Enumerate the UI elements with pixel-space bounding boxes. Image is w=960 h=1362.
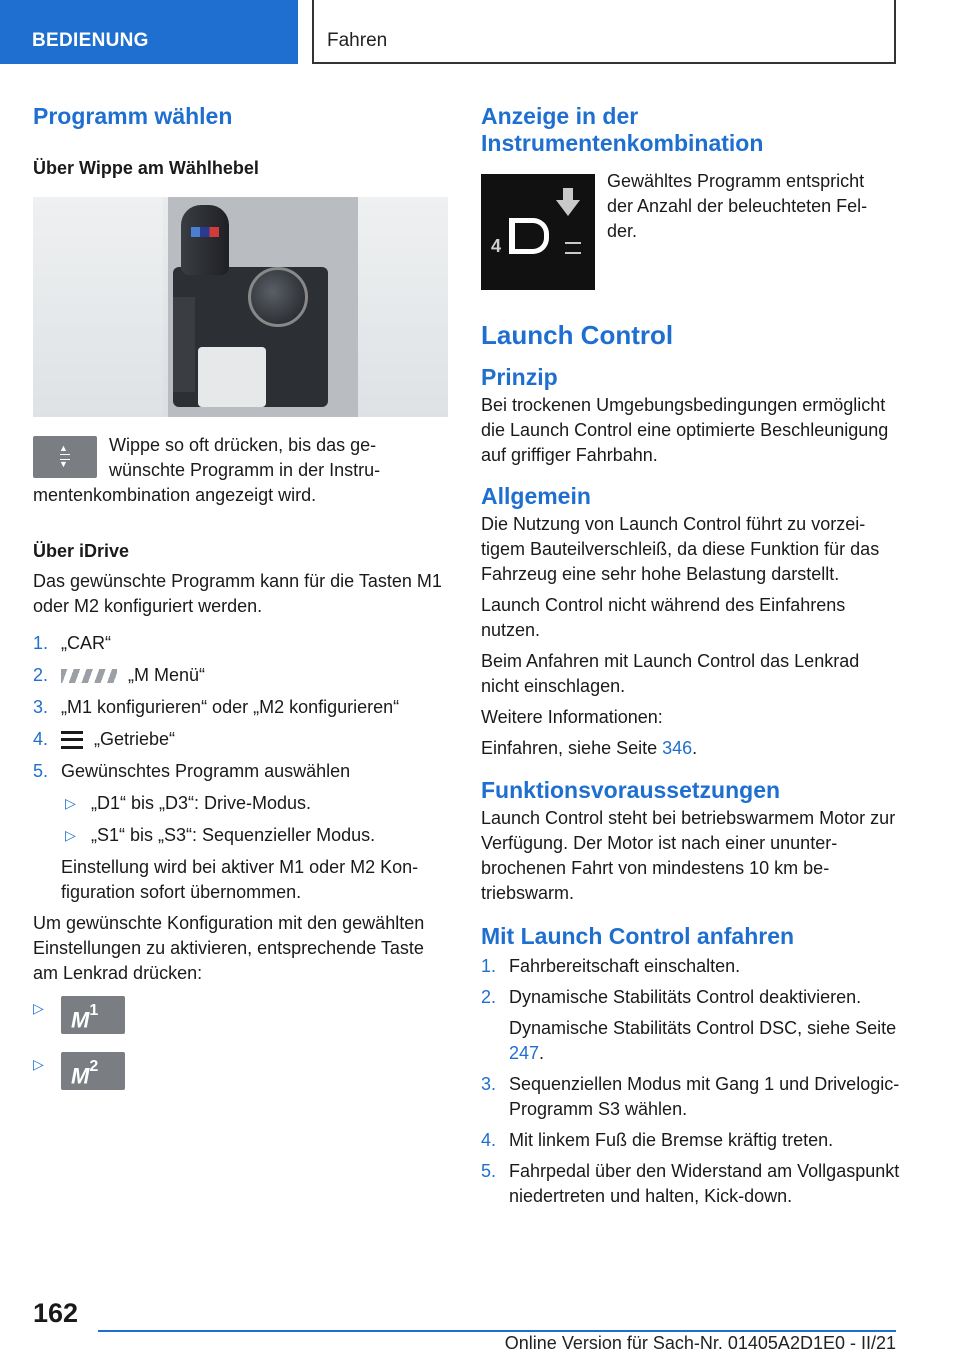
list-item: 2. „M Menü“ (33, 665, 206, 685)
bullet-triangle-icon: ▷ (65, 827, 76, 843)
anfahren-title: Mit Launch Control anfahren (481, 923, 795, 949)
chapter-tab (312, 0, 896, 64)
anfahren-steps (481, 954, 901, 1209)
selector-lever-photo (33, 197, 448, 417)
list-item: 5. Gewünschtes Programm auswählen (33, 761, 351, 781)
list-item: 1. Fahrbereitschaft einschalten. (481, 956, 741, 976)
sub-list-item: ▷ „D1“ bis „D3“: Drive-Modus. (33, 791, 448, 816)
allgemein-text-5: Einfahren, siehe Seite 346. (481, 738, 698, 758)
rocker-text-2: wünschte Programm in der Instru- (109, 460, 381, 480)
online-version-text: Online Version für Sach-Nr. 01405A2D1E0 - II/21 (504, 1333, 896, 1353)
rocker-heading: Über Wippe am Wählhebel (33, 158, 259, 178)
gear-display-icon: 4 (481, 174, 595, 290)
left-column (33, 100, 448, 1092)
bullet-triangle-icon: ▷ (65, 795, 76, 811)
section-label: BEDIENUNG (32, 30, 149, 51)
page-link-346[interactable]: 346 (662, 738, 693, 758)
m-logo-icon (191, 227, 219, 237)
list-item: 4. „Getriebe“ (33, 729, 176, 749)
activate-text: Um gewünschte Konfiguration mit den gewählten Einstellungen zu aktivieren, entsprechende Taste am Lenkrad drücken: (33, 913, 425, 983)
m2-button-row (33, 1052, 448, 1092)
page-link-247[interactable]: 247 (509, 1043, 540, 1063)
page-number: 162 (33, 1298, 79, 1328)
rocker-instruction (33, 435, 448, 505)
rocker-text-1: Wippe so oft drücken, bis das ge- (109, 435, 377, 455)
sub-list-item: ▷ „S1“ bis „S3“: Sequenzieller Modus. (33, 823, 448, 848)
m2-button-icon: $M^2$ (61, 1052, 125, 1090)
rocker-switch-icon (33, 436, 97, 478)
step2-note: Dynamische Stabilitäts Control DSC, siehe Seite 247. (509, 1018, 897, 1063)
bullet-triangle-icon: ▷ (33, 1056, 44, 1072)
display-block (481, 171, 901, 290)
display-text-1: Gewähltes Programm entspricht (607, 171, 865, 191)
idrive-steps (33, 631, 448, 905)
prinzip-title: Prinzip (481, 364, 558, 390)
allgemein-text-4: Weitere Informationen: (481, 707, 663, 727)
rocker-text-3: mentenkombination angezeigt wird. (33, 485, 317, 505)
allgemein-text-1: Die Nutzung von Launch Control führt zu vorzeitigem Bauteilverschleiß, da diese Funktion für das Fahrzeug eine sehr hohe Belastung darstellt. (481, 514, 880, 584)
idrive-text: Das gewünschte Programm kann für die Tasten M1 oder M2 konfiguriert werden. (33, 571, 442, 616)
programm-title: Programm wählen (33, 103, 233, 129)
allgemein-title: Allgemein (481, 483, 591, 509)
right-column (481, 100, 901, 1209)
prinzip-text: Bei trockenen Umgebungsbedingungen ermöglicht die Launch Control eine optimierte Beschleunigung auf griffiger Fahrbahn. (481, 395, 889, 465)
list-item: 1. „CAR“ (33, 633, 111, 653)
m1-button-icon: $M^1$ (61, 996, 125, 1034)
list-item: 5. Fahrpedal über den Widerstand am Vollgaspunkt niedertreten und halten, Kick-down. (481, 1161, 900, 1206)
allgemein-text-2: Launch Control nicht während des Einfahrens nutzen. (481, 595, 846, 640)
bullet-triangle-icon: ▷ (33, 1000, 44, 1016)
m-menu-icon (61, 669, 117, 683)
display-title: Anzeige in der Instrumentenkombination (481, 103, 764, 156)
idrive-controller-icon (248, 267, 308, 327)
launch-control-title: Launch Control (481, 320, 674, 350)
display-text-2: der Anzahl der beleuchteten Fel- (607, 196, 868, 216)
m1-button-row (33, 996, 448, 1036)
transmission-icon (61, 731, 83, 749)
selector-lever-icon (181, 205, 229, 275)
chapter-label: Fahren (327, 30, 388, 51)
step5-note: Einstellung wird bei aktiver M1 oder M2 Konfiguration sofort übernommen. (61, 857, 419, 902)
footer-divider (98, 1330, 896, 1332)
display-text-3: der. (607, 221, 638, 241)
allgemein-text-3: Beim Anfahren mit Launch Control das Lenkrad nicht einschlagen. (481, 651, 860, 696)
list-item: 3. Sequenziellen Modus mit Gang 1 und Drivelogic-Programm S3 wählen. (481, 1074, 900, 1119)
list-item: 4. Mit linkem Fuß die Bremse kräftig treten. (481, 1130, 834, 1150)
voraussetzungen-text: Launch Control steht bei betriebswarmem Motor zur Verfügung. Der Motor ist nach einer ununterbrochenen Fahrt von mindestens 10 km betriebswarm. (481, 808, 896, 903)
section-tab (0, 0, 298, 64)
list-item: 2. Dynamische Stabilitäts Control deaktivieren. (481, 987, 862, 1007)
voraussetzungen-title: Funktionsvoraussetzungen (481, 777, 781, 803)
idrive-heading: Über iDrive (33, 541, 130, 561)
list-item: 3. „M1 konfigurieren“ oder „M2 konfigurieren“ (33, 697, 400, 717)
